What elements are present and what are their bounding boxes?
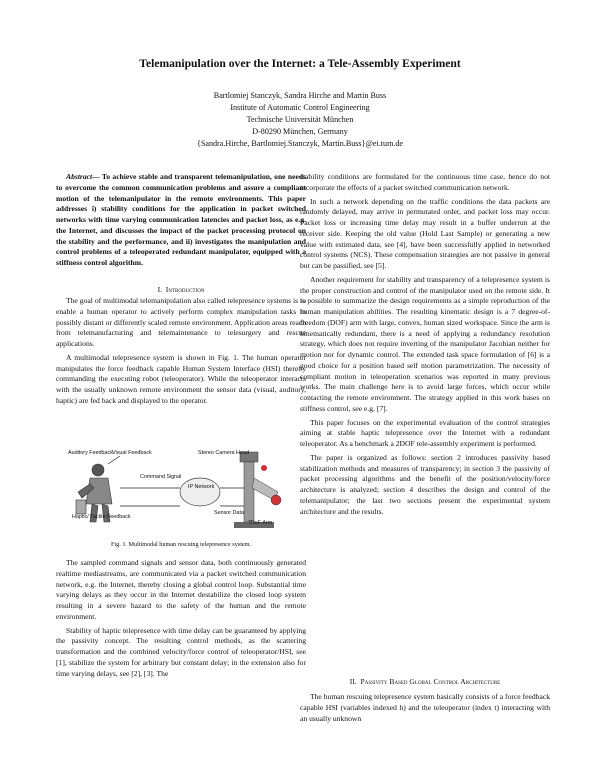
label-command: Command Signal <box>140 474 182 480</box>
label-sensor: Sensor Data <box>214 510 244 516</box>
paragraph: stability conditions are formulated for the continuous time case, hence do not incorporate the effects of a packet switched communication network. <box>300 172 550 192</box>
paragraph: This paper focuses on the experimental evaluation of the control strategies aiming at stable haptic telepresence over the Internet with a redundant teleoperator. As a benchmark a 2DOF tele-assembly experiment is performed. <box>300 417 550 448</box>
abstract-block <box>56 172 306 269</box>
right-column <box>300 172 550 517</box>
section-number: II. <box>349 677 357 686</box>
label-ip: IP Network <box>188 484 215 490</box>
affiliation-address: D-80290 München, Germany <box>252 127 348 136</box>
paper-title: Telemanipulation over the Internet: a Tele-Assembly Experiment <box>139 57 461 70</box>
abstract <box>56 172 306 269</box>
affiliation-institute: Institute of Automatic Control Engineering <box>230 103 370 112</box>
right-column-continued <box>300 692 550 724</box>
section-heading-passivity <box>300 676 550 687</box>
paragraph: Another requirement for stability and transparency of a telepresence system is the proper construction and control of the manipulator used on the remote side. It is possible to summarize the design requirements as a simple reproduction of the human manipulation abilities. The resulting kinematic design is a 7 degree-of-freedom (DOF) arm with large, convex, human sized workspace. Since the arm is kinematically redundant, there is a need of applying a redundancy resolution strategy, which does not require inverting of the manipulator Jacobian neither for motion nor for dynamic control. The extended task space formulation of [6] is a good choice for a position based self motion parametrization. The necessity of compliant motion in teleoperation scenarios was reported in many previous works. The main challenge here is to avoid large forces, which occur while contacting the remote environment. The strategy applied in this work bases on stiffness control, see e.g. [7]. <box>300 274 550 413</box>
label-haptic: Haptic/ Tactile Feedback <box>72 514 131 520</box>
paragraph: In such a network depending on the traffic conditions the data packets are randomly delayed, may arrive in permutated order, and packet loss may occur. Packet loss or increasing time delay may result in a buffer underrun at the receiver side. Keeping the old value (Hold Last Sample) or generating a new value with estimated data, see [4], have been successfully applied in networked control systems (NCS). These compensation strategies are not passive in general but can be passified, see [5]. <box>300 196 550 270</box>
abstract-text: — To achieve stable and transparent telemanipulation, one needs to overcome the common communication problems and assure a compliant motion of the telemanipulator in the remote environments. This paper addresses i) stability conditions for the application in packet switched networks with time varying communication latencies and packet loss, as e.g. the Internet, and discusses the impact of the packet processing protocol on the stability and the performance, and ii) investigates the manipulation and control problems of a teleoperated redundant manipulator, equipped with a stiffness control algorithm. <box>56 172 306 267</box>
section-number: I. <box>157 285 162 294</box>
paragraph: The paper is organized as follows: section 2 introduces passivity based stabilization methods and measures of transparency; in section 3 the passivity of packet processing algorithms and the benefit of the position/velocity/force architecture is analyzed; section 4 describes the design and control of the telemanipulator; the last two sections present the experimental system architecture and the results. <box>300 452 550 516</box>
section-title: Introduction <box>165 285 205 294</box>
label-visual: Visual Feedback <box>112 450 152 456</box>
abstract-label: Abstract <box>66 172 93 181</box>
section-title: Passivity Based Global Control Architecture <box>360 677 501 686</box>
label-stereo: Stereo Camera Head <box>198 450 249 456</box>
intro-paragraphs <box>56 296 306 407</box>
telepresence-figure <box>68 448 294 532</box>
label-arm: 7DoF Arm <box>248 520 273 526</box>
robot-arm-icon <box>234 452 281 528</box>
left-column-continued <box>56 558 306 679</box>
paragraph: A multimodal telepresence system is shown in Fig. 1. The human operator manipulates the force feedback capable Human System Interface (HSI) thereby commanding the executing robot (teleoperator). While the teleoperator interacts with the usually unknown remote environment the sensor data (visual, auditory, haptic) are fed back and displayed to the operator. <box>56 352 306 405</box>
paragraph: The human rescuing telepresence system basically consists of a force feedback capable HSI (variables indexed h) and the teleoperator (index t) interacting with an usually unknown <box>300 692 550 723</box>
paragraph: Stability of haptic telepresence with time delay can be guaranteed by applying the passivity concept. The resulting control methods, as the scattering transformation and the combined velocity/force control of teleoperator/HSI, see [1], stabilize the system for arbitrary but constant delay; in the extension also for time varying delays, see [2], [3]. The <box>56 625 306 678</box>
paragraph: The goal of multimodal telemanipulation also called telepresence systems is to enable a human operator to actively perform complex manipulation tasks in possibly distant or differently scaled remote environment. Application areas reach from telemanufacturing and telemaintenance to telesurgery and rescue applications. <box>56 296 306 348</box>
figure-caption: Fig. 1. Multimodal human rescuing telepresence system. <box>110 541 252 548</box>
section-heading-introduction <box>56 284 306 295</box>
affiliation-emails: {Sandra.Hirche, Bartlomiej.Stanczyk, Martin.Buss}@ei.tum.de <box>196 139 404 148</box>
network-cloud-icon <box>180 478 220 506</box>
affiliation-university: Technische Universität München <box>246 115 354 124</box>
label-auditory: Auditory Feedback <box>68 450 113 456</box>
authors: Bartlomiej Stanczyk, Sandra Hirche and Martin Buss <box>213 91 387 100</box>
paragraph: The sampled command signals and sensor data, both continuously generated realtime mediastreams, are communicated via a packet switched communication network, e.g. the Internet, thereby closing a global control loop. Substantial time varying delays as they occur in the Internet destabilize the closed loop system resulting in a severe hazard to the safety of the human and the remote environment. <box>56 558 306 621</box>
